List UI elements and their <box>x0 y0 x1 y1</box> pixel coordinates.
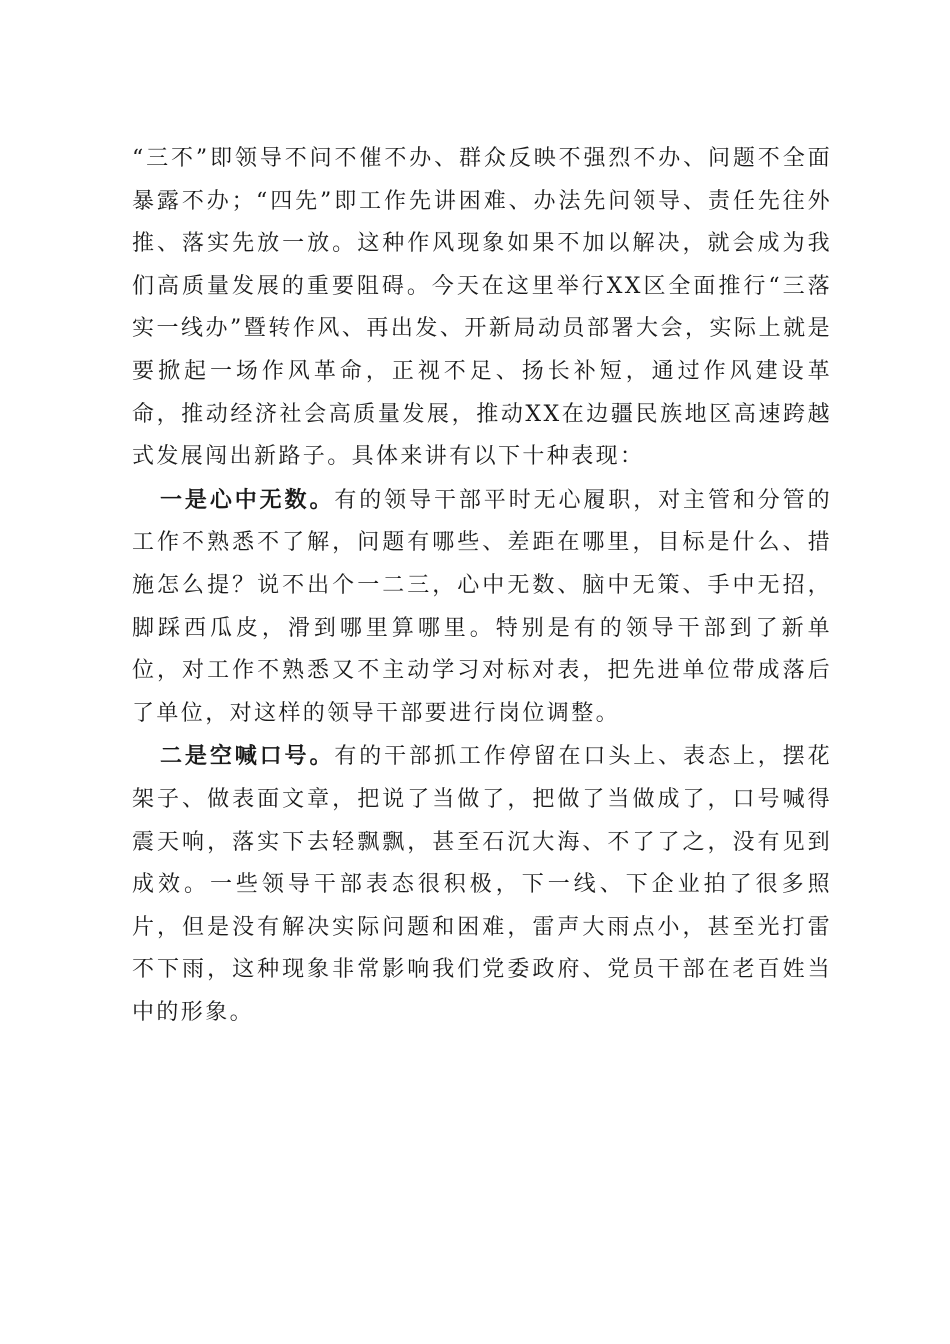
paragraph-point-one <box>132 479 832 736</box>
paragraph-point-two-heading: 二是空喊口号。 <box>160 743 335 770</box>
paragraph-point-two <box>132 735 832 1034</box>
document-body <box>132 138 832 1034</box>
paragraph-intro <box>132 138 832 479</box>
paragraph-intro-text: “三不”即领导不问不催不办、群众反映不强烈不办、问题不全面暴露不办；“四先”即工作先讲困难、办法先问领导、责任先往外推、落实先放一放。这种作风现象如果不加以解决，就会成为我们高质量发展的重要阻碍。今天在这里举行XX区全面推行“三落实一线办”暨转作风、再出发、开新局动员部署大会，实际上就是要掀起一场作风革命，正视不足、扬长补短，通过作风建设革命，推动经济社会高质量发展，推动XX在边疆民族地区高速跨越式发展闯出新路子。具体来讲有以下十种表现： <box>132 146 832 470</box>
paragraph-point-two-text: 有的干部抓工作停留在口头上、表态上，摆花架子、做表面文章，把说了当做了，把做了当做成了，口号喊得震天响，落实下去轻飘飘，甚至石沉大海、不了了之，没有见到成效。一些领导干部表态很积极，下一线、下企业拍了很多照片，但是没有解决实际问题和困难，雷声大雨点小，甚至光打雷不下雨，这种现象非常影响我们党委政府、党员干部在老百姓当中的形象。 <box>132 744 832 1025</box>
paragraph-point-one-heading: 一是心中无数。 <box>160 486 335 513</box>
paragraph-point-one-text: 有的领导干部平时无心履职，对主管和分管的工作不熟悉不了解，问题有哪些、差距在哪里，目标是什么、措施怎么提？说不出个一二三，心中无数、脑中无策、手中无招，脚踩西瓜皮，滑到哪里算哪里。特别是有的领导干部到了新单位，对工作不熟悉又不主动学习对标对表，把先进单位带成落后了单位，对这样的领导干部要进行岗位调整。 <box>132 487 832 726</box>
